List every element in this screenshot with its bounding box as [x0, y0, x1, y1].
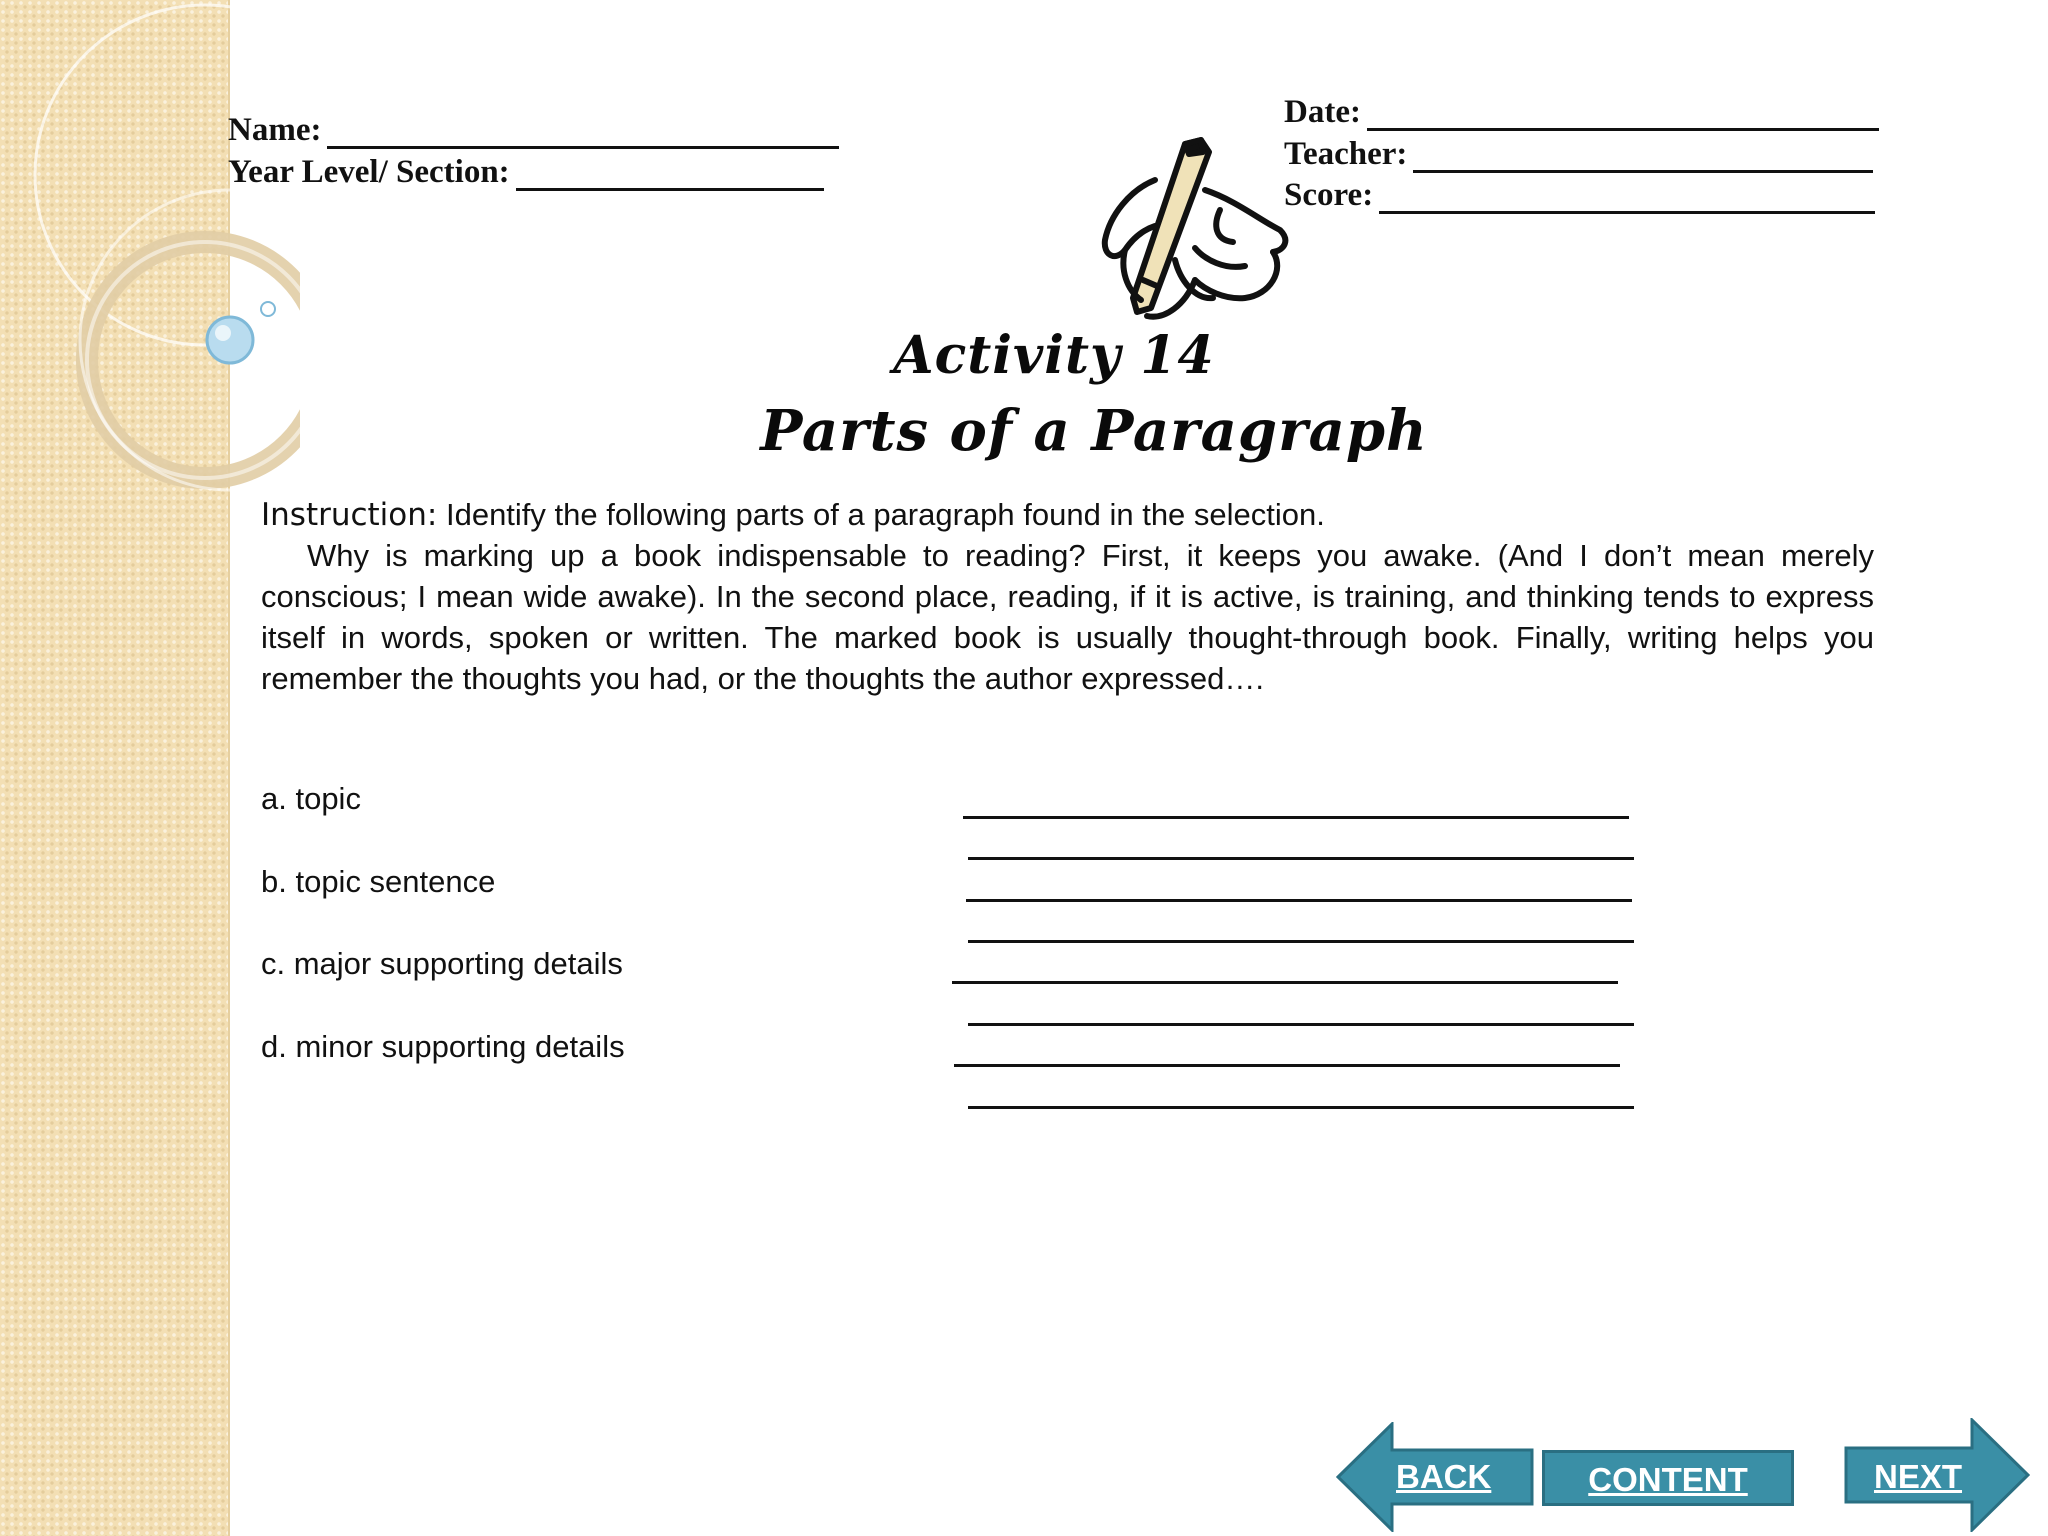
answer-line — [963, 816, 1629, 819]
teacher-label: Teacher: — [1284, 136, 1408, 172]
answer-line — [968, 940, 1634, 943]
date-label: Date: — [1284, 94, 1361, 130]
back-button[interactable] — [1336, 1422, 1536, 1532]
name-field — [228, 112, 839, 149]
next-button[interactable] — [1844, 1418, 2030, 1532]
name-blank — [327, 116, 839, 149]
year-section-field — [228, 154, 824, 191]
content-label: CONTENT — [1588, 1461, 1748, 1498]
score-field — [1284, 177, 1875, 214]
activity-subtitle: Parts of a Paragraph — [760, 398, 1428, 464]
back-label: BACK — [1396, 1458, 1492, 1495]
item-topic: a. topic — [261, 781, 361, 816]
instruction — [261, 494, 1874, 536]
answer-line — [968, 1106, 1634, 1109]
item-major-supporting-details: c. major supporting details — [261, 946, 623, 981]
year-section-blank — [516, 158, 824, 191]
name-label: Name: — [228, 112, 322, 148]
answer-line — [952, 981, 1618, 984]
instruction-label: Instruction: — [261, 497, 438, 533]
date-blank — [1367, 98, 1879, 131]
item-minor-supporting-details: d. minor supporting details — [261, 1029, 625, 1064]
teacher-blank — [1413, 140, 1873, 173]
activity-title: Activity 14 — [893, 325, 1215, 386]
year-section-label: Year Level/ Section: — [228, 154, 510, 190]
score-label: Score: — [1284, 177, 1374, 213]
score-blank — [1379, 181, 1875, 214]
instruction-text: Identify the following parts of a paragraph found in the selection. — [437, 497, 1325, 532]
selection-passage: Why is marking up a book indispensable to reading? First, it keeps you awake. (And I don’t mean merely conscious; I mean wide awake). In the second place, reading, if it is active, is training, and thinking tends to express itself in words, spoken or written. The marked book is usually thought-through book. Finally, writing helps you remember the thoughts you had, or the thoughts the author expressed…. — [261, 538, 1874, 696]
item-topic-sentence: b. topic sentence — [261, 864, 496, 899]
answer-line — [966, 899, 1632, 902]
date-field — [1284, 94, 1879, 131]
answer-line — [968, 1023, 1634, 1026]
hand-pencil-icon — [1085, 130, 1305, 325]
answer-line — [954, 1064, 1620, 1067]
content-button[interactable] — [1542, 1450, 1794, 1506]
answer-line — [968, 857, 1634, 860]
next-label: NEXT — [1874, 1458, 1963, 1495]
teacher-field — [1284, 136, 1873, 173]
